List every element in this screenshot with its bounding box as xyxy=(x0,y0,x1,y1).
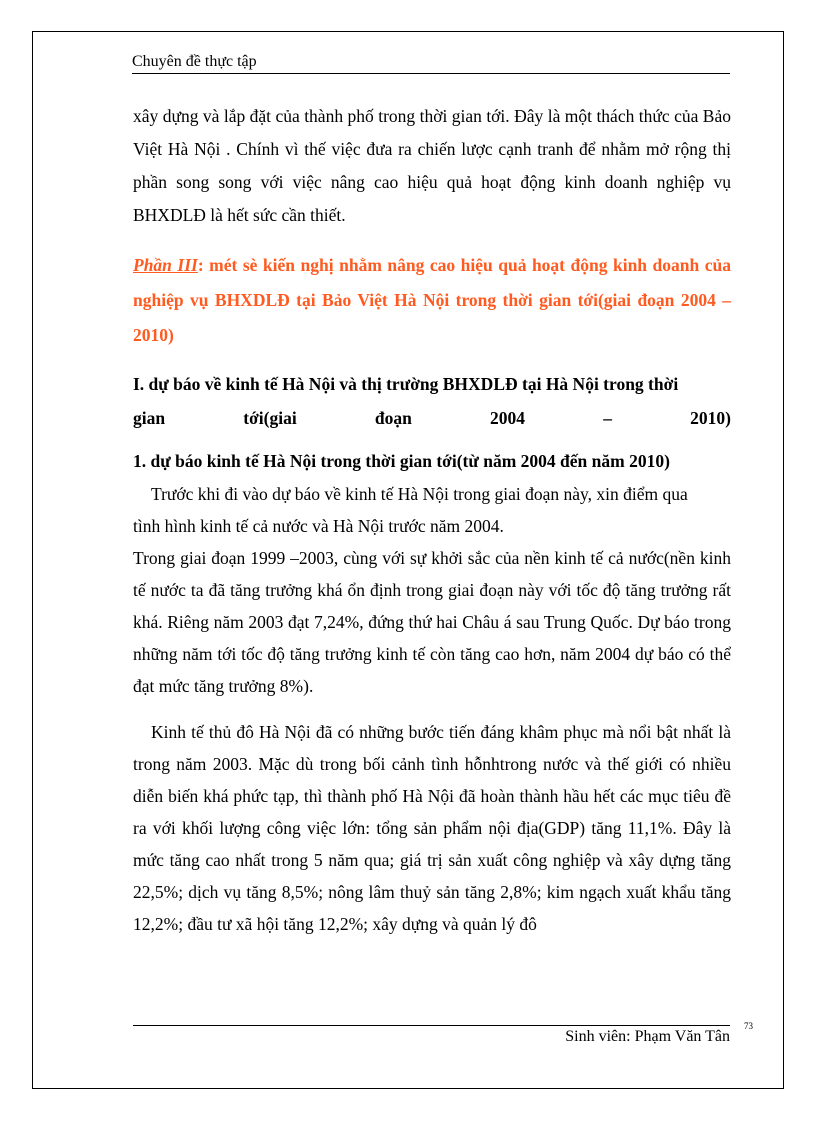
page-number: 73 xyxy=(744,1021,753,1031)
part-iii-title: : mét sè kiến nghị nhằm nâng cao hiệu quả hoạt động kinh doanh của nghiệp vụ BHXDLĐ tại Bảo Việt Hà Nội trong thời gian tới(giai đoạn 2004 – 2010) xyxy=(133,255,731,345)
section-i-line1: I. dự báo về kinh tế Hà Nội và thị trường BHXDLĐ tại Hà Nội trong thời xyxy=(133,374,679,394)
section-i-word: tới(giai xyxy=(243,408,297,428)
section-1-paragraph-1 xyxy=(133,478,731,542)
page-header xyxy=(132,52,730,74)
section-1-heading: 1. dự báo kinh tế Hà Nội trong thời gian tới(từ năm 2004 đến năm 2010) xyxy=(133,451,670,471)
section-i-line2 xyxy=(133,401,731,435)
part-iii-heading xyxy=(133,248,731,353)
intro-paragraph: xây dựng và lắp đặt của thành phố trong thời gian tới. Đây là một thách thức của Bảo Việt Hà Nội . Chính vì thế việc đưa ra chiến lược cạnh tranh để nhằm mở rộng thị phần song song với việc nâng cao hiệu quả hoạt động kinh doanh nghiệp vụ BHXDLĐ là hết sức cần thiết. xyxy=(133,106,731,225)
paragraph-1-line-2: tình hình kinh tế cả nước và Hà Nội trước năm 2004. xyxy=(133,516,504,536)
footer-author: Sinh viên: Phạm Văn Tân xyxy=(565,1028,730,1045)
document-body xyxy=(133,100,731,940)
section-1-paragraph-2: Trong giai đoạn 1999 –2003, cùng với sự khởi sắc của nền kinh tế cả nước(nền kinh tế nước ta đã tăng trưởng khá ổn định trong giai đoạn này với tốc độ tăng trưởng rất khá. Riêng năm 2003 đạt 7,24%, đứng thứ hai Châu á sau Trung Quốc. Dự báo trong những năm tới tốc độ tăng trưởng kinh tế còn tăng cao hơn, năm 2004 dự báo có thể đạt mức tăng trưởng 8%). xyxy=(133,548,731,696)
section-i-word: gian xyxy=(133,408,166,428)
section-1-paragraph-3: Kinh tế thủ đô Hà Nội đã có những bước tiến đáng khâm phục mà nổi bật nhất là trong năm 2003. Mặc dù trong bối cảnh tình hỗnhtrong nước và thế giới có nhiều diễn biến khá phức tạp, thì thành phố Hà Nội đã hoàn thành hầu hết các mục tiêu đề ra với khối lượng công việc lớn: tổng sản phẩm nội địa(GDP) tăng 11,1%. Đây là mức tăng cao nhất trong 5 năm qua; giá trị sản xuất công nghiệp và xây dựng tăng 22,5%; dịch vụ tăng 8,5%; nông lâm thuỷ sản tăng 2,8%; kim ngạch xuất khẩu tăng 12,2%; đầu tư xã hội tăng 12,2%; xây dựng và quản lý đô xyxy=(133,722,731,934)
section-i-word: đoạn xyxy=(374,408,412,428)
part-iii-label: Phần III xyxy=(133,255,198,275)
header-title: Chuyên đề thực tập xyxy=(132,53,257,70)
section-i-heading xyxy=(133,367,731,435)
paragraph-1-line-1: Trước khi đi vào dự báo về kinh tế Hà Nội trong giai đoạn này, xin điểm qua xyxy=(151,484,688,504)
footer-rule xyxy=(133,1025,730,1026)
section-i-word: – xyxy=(603,408,612,428)
section-i-word: 2004 xyxy=(490,408,526,428)
paragraph-spacer xyxy=(133,702,731,716)
section-i-word: 2010) xyxy=(690,408,731,428)
